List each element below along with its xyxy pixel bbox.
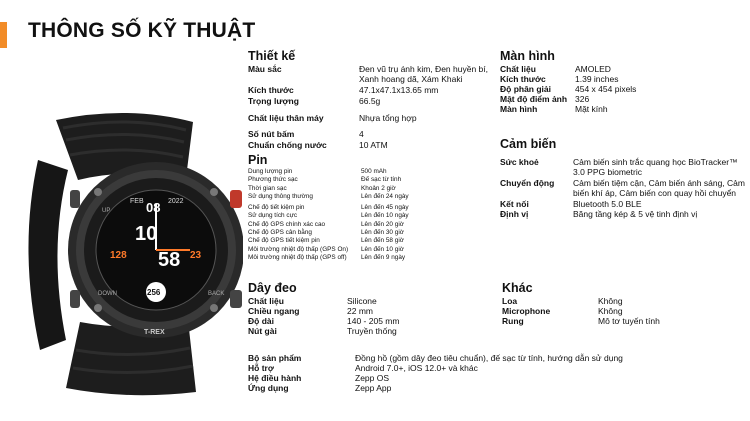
dial-year: 2022 <box>168 198 184 205</box>
spec-label: Chuyển động <box>500 178 555 188</box>
watch-brand-text: T-REX <box>144 329 165 336</box>
spec-label: Màu sắc <box>248 64 282 74</box>
spec-value: Mô tơ tuyến tính <box>598 316 660 326</box>
dial-down-label: DOWN <box>98 291 117 297</box>
spec-value: Lên đến 58 giờ <box>361 237 404 245</box>
dial-month: FEB <box>130 198 144 205</box>
section-chung <box>248 353 698 393</box>
section-heading: Màn hình <box>500 49 555 63</box>
section-pin <box>248 153 493 262</box>
spec-value: Băng tầng kép & 5 vệ tinh định vị <box>573 209 698 219</box>
spec-label: Môi trường nhiệt độ thấp (GPS On) <box>248 245 349 253</box>
spec-value: Nhựa tổng hợp <box>359 113 417 123</box>
spec-label: Chất liệu <box>248 296 284 306</box>
spec-value: Đế sạc từ tính <box>361 176 402 184</box>
spec-value: Truyền thống <box>347 326 397 336</box>
section-cam-bien <box>500 137 745 219</box>
dial-minute: 58 <box>158 249 181 271</box>
spec-label: Số nút bấm <box>248 129 295 139</box>
spec-value: 47.1x47.1x13.65 mm <box>359 85 439 95</box>
title-accent-bar <box>0 22 7 48</box>
spec-value: 326 <box>575 94 590 104</box>
spec-label: Phương thức sạc <box>248 176 298 184</box>
section-thiet-ke <box>248 49 493 150</box>
spec-label: Nút gài <box>248 326 277 336</box>
spec-label: Mật độ điểm ảnh <box>500 94 568 104</box>
spec-label: Kích thước <box>248 85 294 95</box>
smartwatch-image <box>18 100 243 400</box>
spec-label: Sức khoẻ <box>500 157 539 167</box>
dial-up-label: UP <box>102 208 111 214</box>
spec-label: Sử dụng thông thường <box>248 192 313 200</box>
spec-value: Bluetooth 5.0 BLE <box>573 199 642 209</box>
spec-label: Dung lượng pin <box>248 168 293 175</box>
spec-value: Lên đến 10 ngày <box>361 212 409 220</box>
spec-value: 22 mm <box>347 306 373 316</box>
section-heading: Thiết kế <box>248 49 296 63</box>
spec-label: Kích thước <box>500 74 546 84</box>
spec-label: Định vị <box>500 209 529 219</box>
section-heading: Pin <box>248 153 268 167</box>
spec-value: Mặt kính <box>575 104 608 114</box>
dial-left-value: 128 <box>110 250 127 261</box>
spec-value: AMOLED <box>575 64 611 74</box>
spec-value: 454 x 454 pixels <box>575 84 637 94</box>
spec-label: Hệ điều hành <box>248 373 302 383</box>
dial-hour: 10 <box>135 223 158 245</box>
spec-value: Zepp App <box>355 383 392 393</box>
section-heading: Dây đeo <box>248 281 297 295</box>
spec-value: 10 ATM <box>359 140 388 150</box>
spec-label: Môi trường nhiệt độ thấp (GPS off) <box>248 253 347 261</box>
section-heading: Khác <box>502 281 533 295</box>
spec-value: Lên đến 10 giờ <box>361 245 404 253</box>
spec-label: Bộ sản phẩm <box>248 353 302 363</box>
spec-value: Cảm biến sinh trắc quang học BioTracker™ 3.0 PPG biometric <box>573 157 738 177</box>
spec-label: Chuẩn chống nước <box>248 140 327 150</box>
section-man-hinh <box>500 49 740 114</box>
spec-value: Lên đến 45 ngày <box>361 204 409 212</box>
section-khac <box>502 281 742 326</box>
spec-label: Chế độ GPS cân bằng <box>248 229 312 237</box>
spec-value: Lên đến 9 ngày <box>361 253 406 261</box>
section-heading: Cảm biến <box>500 137 557 151</box>
spec-value: Zepp OS <box>355 373 390 383</box>
spec-value: Lên đến 20 giờ <box>361 220 404 228</box>
spec-label: Microphone <box>502 306 551 316</box>
spec-label: Trọng lượng <box>248 96 299 106</box>
spec-value: 66.5g <box>359 96 381 106</box>
spec-value: Không <box>598 296 623 306</box>
spec-value: Lên đến 30 giờ <box>361 229 404 237</box>
spec-label: Chiều ngang <box>248 306 300 316</box>
page-title: THÔNG SỐ KỸ THUẬT <box>28 19 256 42</box>
spec-value: Android 7.0+, iOS 12.0+ và khác <box>355 363 478 373</box>
spec-label: Rung <box>502 316 524 326</box>
spec-label: Chế độ GPS tiết kiệm pin <box>248 237 320 245</box>
spec-value: 1.39 inches <box>575 74 619 84</box>
spec-value: Silicone <box>347 296 377 306</box>
spec-label: Chất liệu thân máy <box>248 113 324 123</box>
spec-label: Chế độ GPS chính xác cao <box>248 220 326 228</box>
dial-bottom-value: 256 <box>147 288 161 297</box>
section-day-deo <box>248 281 493 336</box>
spec-label: Thời gian sạc <box>248 184 287 192</box>
spec-label: Độ phân giải <box>500 84 551 94</box>
spec-label: Màn hình <box>500 104 538 114</box>
spec-value: 500 mAh <box>361 168 387 175</box>
spec-label: Kết nối <box>500 199 529 209</box>
spec-label: Ứng dụng <box>248 383 289 393</box>
dial-back-label: BACK <box>208 291 225 297</box>
spec-label: Chế độ tiết kiệm pin <box>248 204 305 212</box>
spec-value: Lên đến 24 ngày <box>361 192 409 200</box>
spec-value: 140 - 205 mm <box>347 316 400 326</box>
spec-value: Không <box>598 306 623 316</box>
dial-day: 08 <box>146 200 161 215</box>
spec-value: 4 <box>359 129 364 139</box>
spec-value: Cảm biến tiệm cận, Cảm biến ánh sáng, Cảm biến khí áp, Cảm biến con quay hồi chuyển <box>573 178 745 198</box>
dial-right-value: 23 <box>190 250 202 261</box>
spec-label: Loa <box>502 296 518 306</box>
spec-value: Đồng hồ (gồm dây đeo tiêu chuẩn), đế sạc từ tính, hướng dẫn sử dụng <box>355 353 623 363</box>
spec-value: Khoản 2 giờ <box>361 184 396 192</box>
spec-value: Đen vũ trụ ánh kim, Đen huyền bí, Xanh hoang dã, Xám Khaki <box>359 64 488 84</box>
spec-label: Sử dụng tích cực <box>248 212 298 220</box>
spec-label: Hỗ trợ <box>248 363 274 373</box>
spec-label: Độ dài <box>248 316 274 326</box>
spec-label: Chất liệu <box>500 64 536 74</box>
